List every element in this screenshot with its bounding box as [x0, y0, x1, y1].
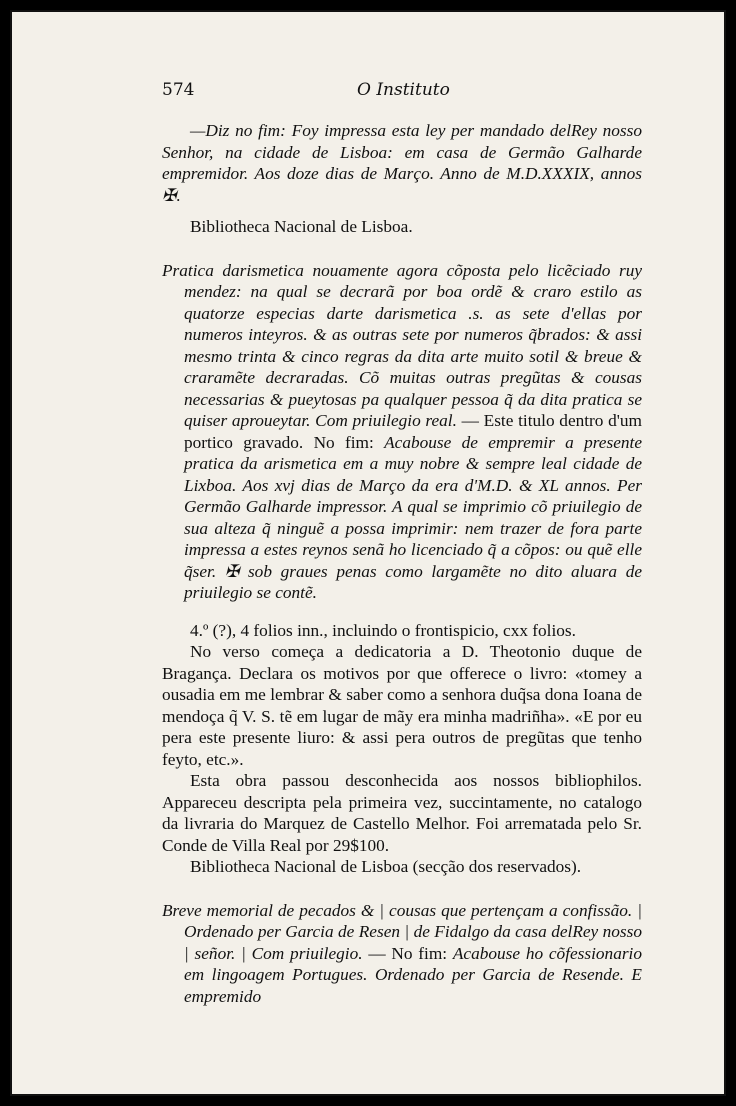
- entry-title-italic: Pratica darismetica nouamente agora cõposta pelo licẽciado ruy mendez: na qual se decrarã por boa ordẽ & craro estilo as quatorze especias darte darismetica .s. as sete d'ellas por numeros inteyros. & as outras sete por numeros q̃brados: & assi mesmo trinta & cinco regras da dita arte muito sotil & breue & craramẽte decraradas. Cõ muitas outras pregũtas & cousas necessarias & pueytosas pa qualquer pessoa q̃ da dita pratica se quiser aproueytar. Com priuilegio real.: [162, 260, 642, 430]
- dedication-note: No verso começa a dedicatoria a D. Theotonio duque de Bragança. Declara os motivos por que offerece o livro: «tomey a ousadia em me lembrar & saber como a senhora duq̃sa dona Ioana de mendoça q̃ V. S. tẽ em lugar de mãy era minha madriñha». «E por eu pera este presente liuro: & assi pera outros de pregũtas que tenho feyto, etc.».: [162, 642, 642, 769]
- entry2-title-italic: Breve memorial de pecados & | cousas que pertençam a confissão. | Ordenado per Garcia de Resen | de Fidalgo da casa delRey nosso | señor. | Com priuilegio.: [162, 900, 642, 963]
- page-header: [162, 80, 632, 104]
- quoted-colophon: —Diz no fim: Foy impressa esta ley per mandado delRey nosso Senhor, na cidade de Lisboa: em casa de Germão Galharde empremidor. Aos doze dias de Março. Anno de M.D.XXXIX, annos ✠.: [162, 121, 642, 205]
- entry2-colophon-italic: Acabouse ho cõfessionario em lingoagem Portugues. Ordenado per Garcia de Resende. E empremido: [184, 943, 643, 1006]
- bibliographic-entry-breve-memorial: [162, 900, 642, 1008]
- provenance-note: Esta obra passou desconhecida aos nossos bibliophilos. Appareceu descripta pela primeira vez, succintamente, no catalogo da livraria do Marquez de Castello Melhor. Foi arrematada pelo Sr. Conde de Villa Real por 29$100.: [162, 771, 642, 855]
- entry-colophon-italic: Acabouse de empremir a presente pratica da arismetica em a muy nobre & sempre leal cidade de Lixboa. Aos xvj dias de Março da era d'M.D. & XL annos. Per Germão Galharde impressor. A qual se imprimio cõ priuilegio de sua alteza q̃ ninguẽ a possa imprimir: nem trazer de fora parte impressa a estes reynos senã ho licenciado q̃ a cõpos: ou quẽ elle q̃ser. ✠ sob graues penas como largamẽte no dito aluara de priuilegio se contẽ.: [184, 432, 642, 602]
- entry-note: — Este titulo dentro d'um portico gravado. No fim:: [184, 411, 642, 452]
- entry2-note: — No fim:: [362, 943, 453, 963]
- page-number: 574: [162, 80, 195, 100]
- collation-line: 4.º (?), 4 folios inn., incluindo o frontispicio, cxx folios.: [190, 620, 576, 640]
- library-reference: Bibliotheca Nacional de Lisboa.: [190, 217, 413, 236]
- bibliographic-entry-pratica: [162, 260, 642, 604]
- page-body: [162, 120, 642, 1007]
- library-reference-reserved: Bibliotheca Nacional de Lisboa (secção dos reservados).: [190, 857, 582, 876]
- book-page: [10, 10, 726, 1096]
- running-title: O Instituto: [357, 80, 450, 100]
